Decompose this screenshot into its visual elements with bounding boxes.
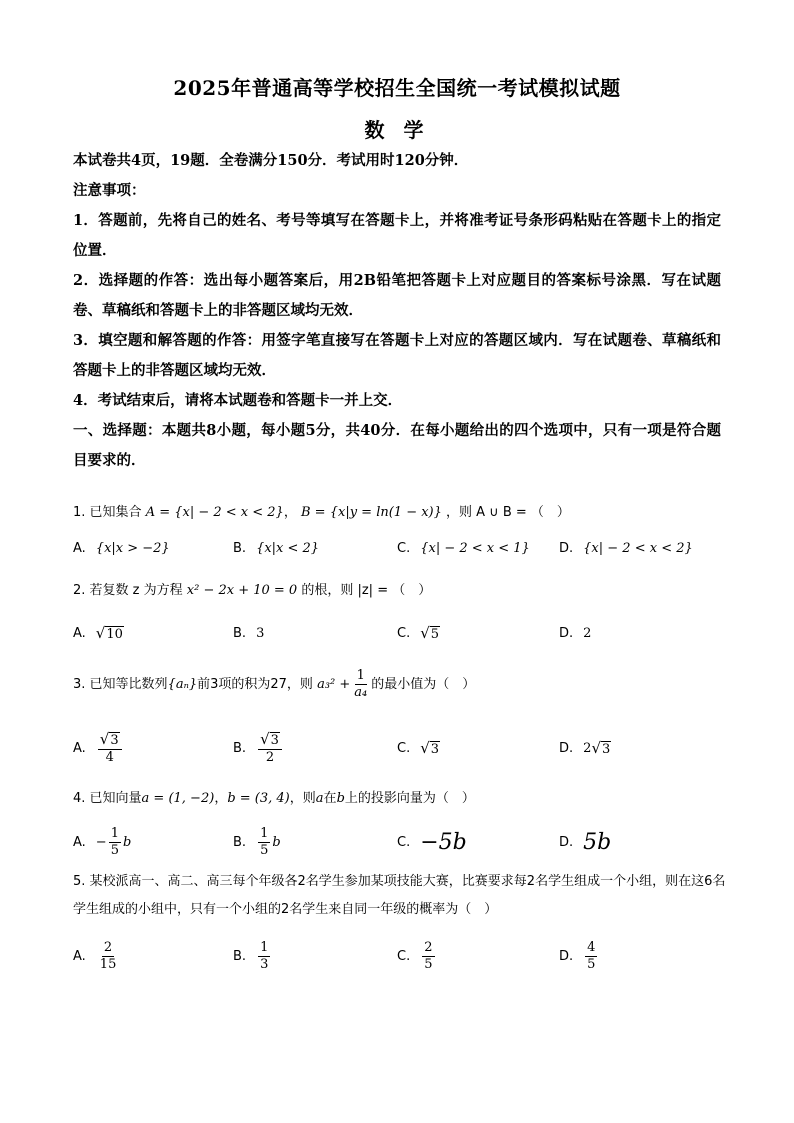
q3-prefix: 3. 已知等比数列 (73, 677, 168, 692)
fraction-denominator: 5 (260, 842, 269, 858)
notes-heading: 注意事项： (73, 182, 146, 199)
fraction-denominator: 4 (105, 749, 114, 765)
q4-b-symbol: b (336, 791, 345, 806)
q3-expression-left: a₃² + (317, 677, 351, 692)
radical-sign: √ (591, 739, 601, 757)
radical-sign: √ (99, 729, 110, 748)
q3-mid: 前3项的积为27，则 (197, 677, 313, 692)
option-value: {x|x < 2} (256, 540, 320, 556)
question-2-options (73, 613, 733, 653)
fraction-numerator: 1 (110, 825, 119, 841)
q2-prefix: 2. 若复数 z 为方程 (73, 583, 183, 598)
intro-text: 本试卷共4页，19题．全卷满分150分．考试用时120分钟． (73, 152, 469, 169)
fraction-denominator: 3 (260, 956, 269, 972)
fraction-numerator: 1 (260, 939, 269, 955)
option-label: A. (73, 625, 86, 641)
option-value: {x| − 2 < x < 2} (583, 540, 693, 556)
option-fraction (98, 940, 119, 973)
q1-option-c[interactable] (397, 528, 530, 568)
option-fraction (258, 731, 282, 766)
q5-option-c[interactable] (397, 934, 437, 978)
option-fraction (109, 826, 121, 859)
fraction-denominator: 5 (587, 956, 596, 972)
question-3-options (73, 726, 733, 770)
fraction-numerator: 2 (424, 939, 433, 955)
radicand: 5 (430, 627, 440, 642)
q1-prefix: 1. 已知集合 (73, 505, 142, 520)
fraction-denominator: 5 (110, 842, 119, 858)
fraction-numerator (258, 731, 282, 750)
note-item-2: 2．选择题的作答：选出每小题答案后，用2B铅笔把答题卡上对应题目的答案标号涂黑．写在试题卷、草稿纸和答题卡上的非答题区域均无效． (73, 272, 721, 319)
radicand: 10 (106, 627, 123, 642)
option-label: C. (397, 834, 411, 850)
question-5-options (73, 934, 733, 978)
option-value: 5b (583, 829, 612, 855)
option-fraction (258, 940, 270, 973)
option-label: C. (397, 740, 411, 756)
radicand: 3 (110, 732, 119, 748)
fraction-denominator: 5 (424, 956, 433, 972)
option-label: A. (73, 834, 86, 850)
q3-option-c[interactable] (397, 726, 440, 770)
option-label: D. (559, 540, 574, 556)
option-label: B. (233, 625, 247, 641)
fraction-numerator: 2 (103, 939, 113, 955)
q4-option-d[interactable] (559, 820, 611, 864)
option-fraction (98, 731, 122, 766)
fraction-numerator (98, 731, 122, 750)
q4-a-symbol: a (315, 791, 324, 806)
option-fraction (422, 940, 434, 973)
q4-vector-a: a = (1, −2) (141, 791, 215, 806)
option-fraction (258, 826, 270, 859)
q2-option-c[interactable] (397, 613, 440, 653)
vector-symbol: b (272, 834, 281, 850)
q1-suffix: ，则 A ∪ B = （ ） (446, 505, 570, 520)
option-label: A. (73, 948, 86, 964)
sqrt-expression (420, 624, 440, 642)
option-label: B. (233, 540, 247, 556)
q1-option-a[interactable] (73, 528, 170, 568)
option-label: C. (397, 625, 411, 641)
note-item-4: 4．考试结束后，请将本试题卷和答题卡一并上交． (73, 392, 403, 409)
q4-mid: ，则 (289, 791, 316, 806)
radicand: 3 (602, 742, 611, 757)
sqrt-expression (260, 729, 280, 748)
q4-sep: ， (214, 791, 228, 806)
q2-suffix: 的根，则 |z| = （ ） (301, 583, 432, 598)
sqrt-expression (420, 739, 440, 757)
option-label: D. (559, 948, 574, 964)
fraction-denominator: 15 (99, 956, 117, 972)
q5-option-a[interactable] (73, 934, 120, 978)
vector-symbol: b (122, 834, 132, 850)
question-1-stem (73, 503, 733, 523)
q3-option-b[interactable] (233, 726, 284, 770)
option-value: 2 (583, 625, 592, 641)
option-label: A. (73, 540, 86, 556)
q4-mid2: 在 (323, 791, 337, 806)
q4-option-c[interactable] (397, 820, 467, 864)
option-value: {x| − 2 < x < 1} (420, 540, 530, 556)
fraction-denominator: 2 (265, 749, 275, 765)
radicand: 3 (270, 732, 279, 748)
question-5-stem: 5. 某校派高一、高二、高三每个年级各2名学生参加某项技能大赛，比赛要求每2名学生组成一个小组，则在这6名学生组成的小组中，只有一个小组的2名学生来自同一年级的概率为（ ） (73, 874, 726, 917)
q3-fraction (352, 668, 369, 701)
q2-equation: x² − 2x + 10 = 0 (186, 583, 298, 598)
option-label: D. (559, 625, 574, 641)
subject-title: 数 学 (364, 118, 430, 142)
sign: − (95, 834, 107, 850)
question-1-options (73, 528, 733, 568)
section-heading: 一、选择题：本题共8小题，每小题5分，共40分．在每小题给出的四个选项中，只有一项是符合题目要求的． (73, 422, 721, 469)
q2-option-a[interactable] (73, 613, 124, 653)
q1-set-a: A = {x| − 2 < x < 2} (145, 505, 284, 520)
option-label: B. (233, 834, 247, 850)
sqrt-expression (96, 624, 124, 642)
option-label: A. (73, 740, 86, 756)
option-value: 3 (256, 625, 265, 641)
q4-suffix: 上的投影向量为（ ） (344, 791, 475, 806)
option-label: C. (397, 540, 411, 556)
question-4-options (73, 820, 733, 864)
q1-option-d[interactable] (559, 528, 693, 568)
question-2-stem (73, 581, 733, 601)
q4-vector-b: b = (3, 4) (227, 791, 290, 806)
q5-option-d[interactable] (559, 934, 599, 978)
fraction-numerator: 1 (356, 668, 365, 683)
note-item-1: 1．答题前，先将自己的姓名、考号等填写在答题卡上，并将准考证号条形码粘贴在答题卡上的指定位置． (73, 212, 721, 259)
question-3-stem (73, 664, 733, 706)
option-label: B. (233, 740, 247, 756)
option-label: C. (397, 948, 411, 964)
radical-sign: √ (420, 739, 430, 757)
q1-option-b[interactable] (233, 528, 319, 568)
q4-option-b[interactable] (233, 820, 281, 864)
fraction-numerator: 1 (260, 825, 269, 841)
fraction-numerator: 4 (587, 939, 596, 955)
note-item-3: 3．填空题和解答题的作答：用签字笔直接写在答题卡上对应的答题区域内．写在试题卷、草稿纸和答题卡上的非答题区域均无效． (73, 332, 721, 379)
q3-option-a[interactable] (73, 726, 124, 770)
q3-sequence: {aₙ} (167, 677, 198, 692)
radical-sign: √ (420, 624, 430, 642)
option-label: B. (233, 948, 247, 964)
q1-set-b: B = {x|y = ln(1 − x)} (301, 505, 442, 520)
fraction-denominator: a₄ (354, 685, 368, 700)
exam-title: 2025年普通高等学校招生全国统一考试模拟试题 (173, 76, 621, 100)
option-value: {x|x > −2} (95, 540, 170, 556)
radicand: 3 (430, 742, 440, 757)
option-label: D. (559, 834, 574, 850)
q4-option-a[interactable] (73, 820, 131, 864)
q5-option-b[interactable] (233, 934, 272, 978)
option-value: −5b (420, 829, 467, 855)
option-fraction (585, 940, 597, 973)
q2-option-b[interactable] (233, 613, 264, 653)
q3-option-d[interactable] (559, 726, 611, 770)
q1-sep: ， (283, 505, 297, 520)
radical-sign: √ (95, 624, 106, 642)
sqrt-expression (99, 729, 120, 748)
q4-prefix: 4. 已知向量 (73, 791, 142, 806)
radical-sign: √ (260, 729, 270, 748)
sqrt-expression (591, 739, 611, 757)
option-label: D. (559, 740, 574, 756)
question-4-stem (73, 789, 733, 809)
coefficient: 2 (583, 740, 592, 756)
q3-suffix: 的最小值为（ ） (371, 677, 476, 692)
q2-option-d[interactable] (559, 613, 591, 653)
